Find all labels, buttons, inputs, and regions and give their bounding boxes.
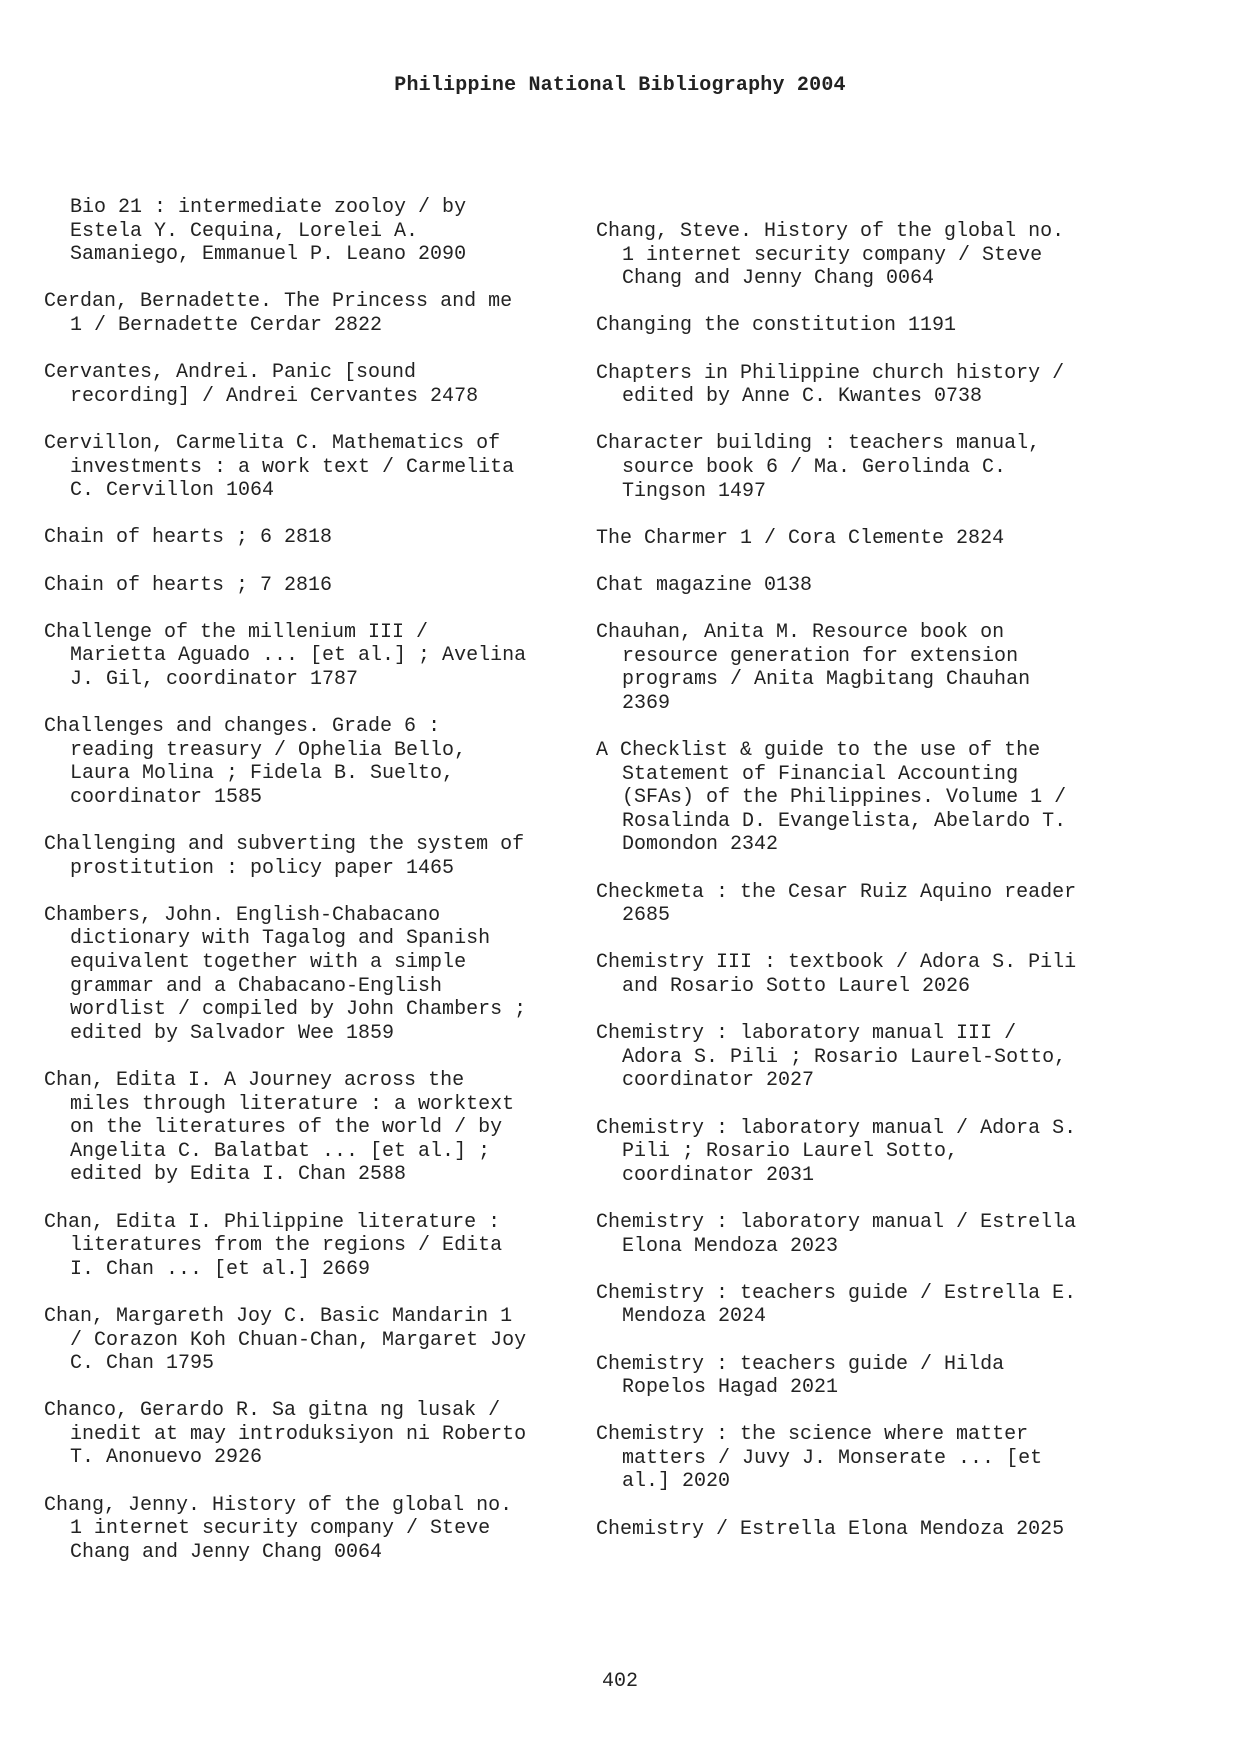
bibliography-entry: The Charmer 1 / Cora Clemente 2824 xyxy=(596,526,1005,550)
bibliography-entry: Chan, Edita I. Philippine literature : literatures from the regions / Edita I. Chan ... [et al.] 2669 xyxy=(44,1210,503,1281)
bibliography-entry: Chemistry : teachers guide / Estrella E. Mendoza 2024 xyxy=(596,1281,1077,1329)
bibliography-entry: Chanco, Gerardo R. Sa gitna ng lusak / inedit at may introduksiyon ni Roberto T. Anonuevo 2926 xyxy=(44,1399,527,1470)
left-column xyxy=(44,196,584,1588)
bibliography-entry: Challenge of the millenium III / Marietta Aguado ... [et al.] ; Avelina J. Gil, coordinator 1787 xyxy=(44,620,527,691)
right-column xyxy=(596,220,1136,1565)
bibliography-entry: Chemistry : laboratory manual / Adora S. Pili ; Rosario Laurel Sotto, coordinator 2031 xyxy=(596,1116,1077,1187)
page-number: 402 xyxy=(601,1670,638,1693)
bibliography-entry: Chemistry : the science where matter matters / Juvy J. Monserate ... [et al.] 2020 xyxy=(596,1423,1043,1494)
bibliography-entry: Challenging and subverting the system of prostitution : policy paper 1465 xyxy=(44,833,525,880)
bibliography-entry: Chain of hearts ; 6 2818 xyxy=(44,526,333,550)
bibliography-entry: Chemistry III : textbook / Adora S. Pili and Rosario Sotto Laurel 2026 xyxy=(596,951,1077,998)
bibliography-entry: Chat magazine 0138 xyxy=(596,573,813,597)
bibliography-entry: Chemistry : teachers guide / Hilda Ropelos Hagad 2021 xyxy=(596,1352,1005,1400)
bibliography-entry: Checkmeta : the Cesar Ruiz Aquino reader 2685 xyxy=(596,880,1077,928)
bibliography-entry: Chang, Steve. History of the global no. 1 internet security company / Steve Chang and Jenny Chang 0064 xyxy=(596,220,1065,291)
bibliography-entry: Changing the constitution 1191 xyxy=(596,314,957,338)
bibliography-entry: Cervantes, Andrei. Panic [sound recording] / Andrei Cervantes 2478 xyxy=(44,361,479,408)
bibliography-entry: Chambers, John. English-Chabacano dictionary with Tagalog and Spanish equivalent together with a simple grammar and a Chabacano-English wordlist / compiled by John Chambers ; edited by Salvador Wee 1859 xyxy=(44,903,527,1045)
bibliography-entry: Challenges and changes. Grade 6 : reading treasury / Ophelia Bello, Laura Molina ; Fidela B. Suelto, coordinator 1585 xyxy=(44,715,467,809)
bibliography-entry: Character building : teachers manual, source book 6 / Ma. Gerolinda C. Tingson 1497 xyxy=(596,432,1041,503)
bibliography-entry: Chauhan, Anita M. Resource book on resource generation for extension programs / Anita Magbitang Chauhan 2369 xyxy=(596,621,1031,715)
bibliography-entry: Cerdan, Bernadette. The Princess and me 1 / Bernadette Cerdar 2822 xyxy=(44,290,513,337)
bibliography-entry: Chemistry : laboratory manual / Estrella Elona Mendoza 2023 xyxy=(596,1210,1077,1258)
bibliography-entry: Chan, Margareth Joy C. Basic Mandarin 1 / Corazon Koh Chuan-Chan, Margaret Joy C. Chan 1795 xyxy=(44,1304,527,1376)
bibliography-entry: Cervillon, Carmelita C. Mathematics of investments : a work text / Carmelita C. Cervillon 1064 xyxy=(44,431,515,503)
page-title: Philippine National Bibliography 2004 xyxy=(394,74,846,97)
bibliography-entry: Chang, Jenny. History of the global no. 1 internet security company / Steve Chang and Jenny Chang 0064 xyxy=(44,1493,513,1564)
bibliography-entry: Bio 21 : intermediate zooloy / by Estela Y. Cequina, Lorelei A. Samaniego, Emmanuel P. Leano 2090 xyxy=(70,196,467,267)
bibliography-entry: Chapters in Philippine church history / edited by Anne C. Kwantes 0738 xyxy=(596,361,1065,409)
bibliography-entry: A Checklist & guide to the use of the Statement of Financial Accounting (SFAs) of the Philippines. Volume 1 / Rosalinda D. Evangelista, Abelardo T. Domondon 2342 xyxy=(596,739,1067,857)
bibliography-entry: Chan, Edita I. A Journey across the miles through literature : a worktext on the literatures of the world / by Angelita C. Balatbat ... [et al.] ; edited by Edita I. Chan 2588 xyxy=(44,1068,515,1187)
bibliography-entry: Chemistry : laboratory manual III / Adora S. Pili ; Rosario Laurel-Sotto, coordinator 2027 xyxy=(596,1022,1067,1093)
bibliography-entry: Chemistry / Estrella Elona Mendoza 2025 xyxy=(596,1517,1065,1541)
bibliography-entry: Chain of hearts ; 7 2816 xyxy=(44,573,333,597)
